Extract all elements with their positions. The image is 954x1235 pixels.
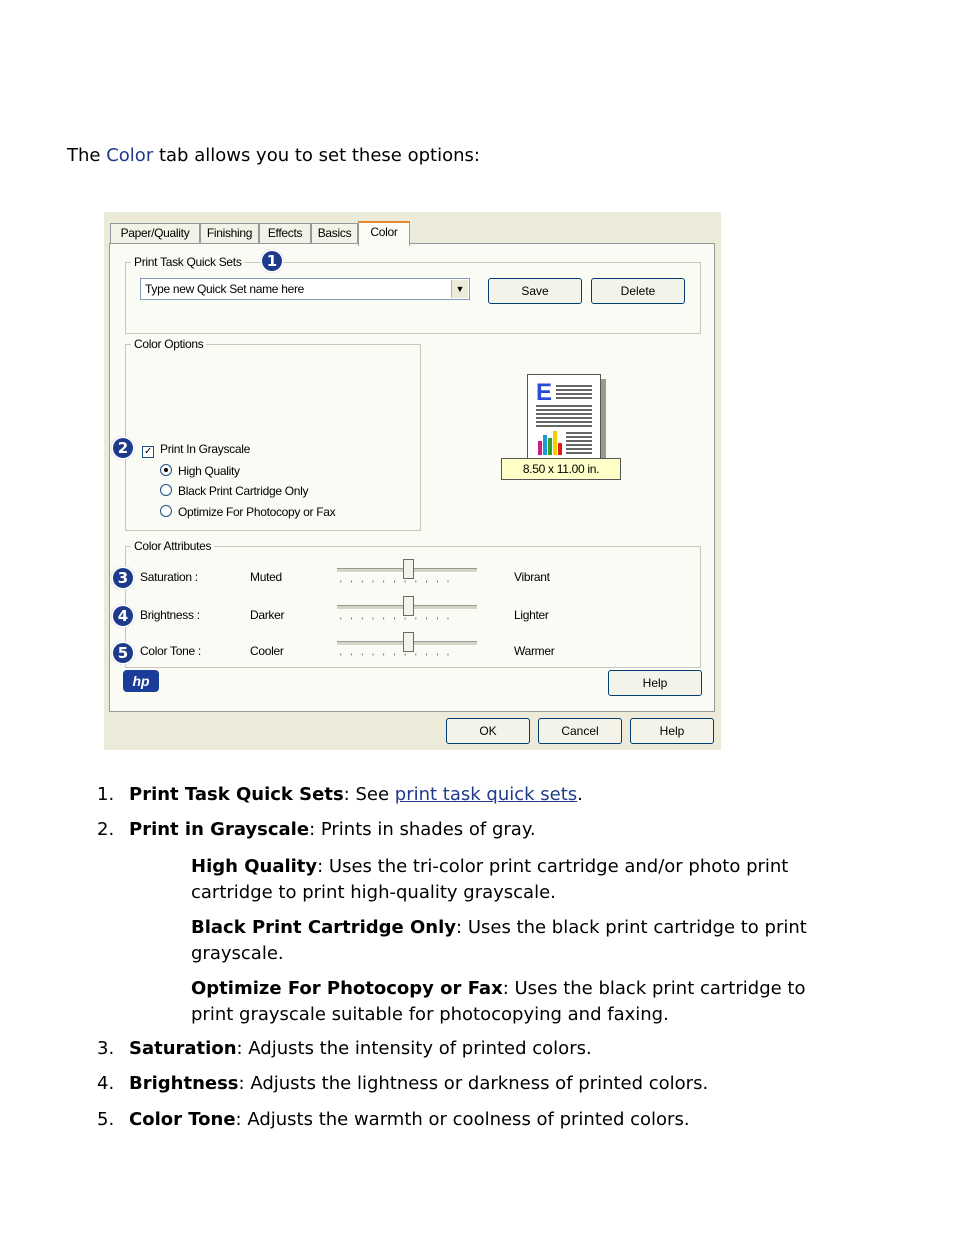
list-item [97, 782, 583, 808]
quick-sets-link[interactable]: print task quick sets [394, 784, 578, 805]
list-desc: : Prints in shades of gray. [309, 819, 536, 840]
sub-term: Optimize For Photocopy or Fax [191, 978, 503, 999]
list-term: Saturation [129, 1038, 237, 1059]
radio-icon[interactable] [160, 505, 172, 517]
list-desc: : Adjusts the lightness or darkness of printed colors. [238, 1073, 709, 1094]
badge-2: 2 [111, 436, 135, 460]
radio-label: High Quality [178, 464, 240, 478]
grayscale-label: Print In Grayscale [160, 442, 250, 456]
tab-paper-quality[interactable]: Paper/Quality [110, 223, 200, 243]
tab-effects[interactable]: Effects [259, 223, 311, 243]
list-term: Print in Grayscale [129, 819, 310, 840]
badge-3: 3 [111, 566, 135, 590]
brightness-high-label: Lighter [514, 608, 549, 622]
quick-set-name-combo[interactable] [140, 278, 470, 300]
save-button[interactable]: Save [488, 278, 582, 304]
sub-term: High Quality [191, 856, 318, 877]
radio-icon[interactable] [160, 464, 172, 476]
list-number: 4. [97, 1073, 115, 1094]
radio-label: Black Print Cartridge Only [178, 484, 309, 498]
list-item [97, 817, 536, 843]
quick-set-combo-value: Type new Quick Set name here [145, 282, 305, 296]
color-options-label: Color Options [131, 337, 206, 351]
list-item [97, 1107, 690, 1133]
hp-logo: hp [123, 670, 159, 692]
grayscale-checkbox-row[interactable] [142, 442, 250, 458]
help-button[interactable]: Help [608, 670, 702, 696]
list-item [97, 1036, 592, 1062]
brightness-label: Brightness : [140, 608, 200, 622]
badge-4: 4 [111, 604, 135, 628]
svg-text:E: E [536, 379, 553, 406]
list-desc: : Adjusts the intensity of printed colors. [236, 1038, 592, 1059]
intro-text [67, 145, 480, 166]
sub-item [191, 854, 851, 906]
radio-optimize-photocopy[interactable] [160, 505, 335, 519]
list-number: 1. [97, 784, 115, 805]
intro-after: tab allows you to set these options: [158, 145, 480, 166]
list-number: 5. [97, 1109, 115, 1130]
cancel-button[interactable]: Cancel [538, 718, 622, 744]
list-desc: : Adjusts the warmth or coolness of printed colors. [235, 1109, 690, 1130]
brightness-ticks: ''''''''''' [340, 616, 458, 626]
color-attributes-label: Color Attributes [131, 539, 214, 553]
sub-term: Black Print Cartridge Only [191, 917, 457, 938]
quick-sets-label: Print Task Quick Sets [131, 255, 245, 269]
tab-finishing[interactable]: Finishing [200, 223, 259, 243]
badge-1: 1 [260, 249, 284, 273]
paper-size-label: 8.50 x 11.00 in. [501, 458, 621, 480]
color-tone-slider-thumb[interactable] [403, 632, 414, 652]
radio-icon[interactable] [160, 484, 172, 496]
tab-color[interactable]: Color [358, 221, 410, 246]
intro-accent-color: Color [106, 145, 154, 166]
color-tab-panel [109, 243, 715, 712]
sub-desc: : Uses the tri-color print cartridge and/or photo print cartridge to print high-quality grayscale. [191, 856, 789, 903]
saturation-high-label: Vibrant [514, 570, 550, 584]
color-tone-ticks: ''''''''''' [340, 652, 458, 662]
color-tone-label: Color Tone : [140, 644, 201, 658]
sub-item [191, 976, 851, 1028]
sub-desc: : Uses the black print cartridge to print grayscale suitable for photocopying and faxing. [191, 978, 806, 1025]
color-tone-low-label: Cooler [250, 644, 284, 658]
tab-basics[interactable]: Basics [311, 223, 358, 243]
check-icon[interactable]: ✓ [143, 446, 153, 457]
sub-desc: : Uses the black print cartridge to print grayscale. [191, 917, 807, 964]
document-preview-icon [528, 375, 600, 467]
saturation-slider-thumb[interactable] [403, 559, 414, 579]
color-options-group [125, 344, 421, 531]
list-number: 2. [97, 819, 115, 840]
list-end: . [577, 784, 583, 805]
list-term: Print Task Quick Sets [129, 784, 344, 805]
delete-button[interactable]: Delete [591, 278, 685, 304]
brightness-slider-thumb[interactable] [403, 596, 414, 616]
radio-label: Optimize For Photocopy or Fax [178, 505, 336, 519]
badge-5: 5 [111, 641, 135, 665]
ok-button[interactable]: OK [446, 718, 530, 744]
chevron-down-icon[interactable]: ▼ [451, 280, 468, 298]
dialog-help-button[interactable]: Help [630, 718, 714, 744]
page-preview-icon [527, 374, 601, 468]
printer-properties-dialog-screenshot [104, 212, 721, 750]
saturation-ticks: ''''''''''' [340, 579, 458, 589]
list-number: 3. [97, 1038, 115, 1059]
saturation-low-label: Muted [250, 570, 282, 584]
radio-high-quality[interactable] [160, 464, 240, 478]
sub-item [191, 915, 851, 967]
list-term: Color Tone [129, 1109, 236, 1130]
brightness-low-label: Darker [250, 608, 285, 622]
list-item [97, 1071, 708, 1097]
radio-black-cartridge[interactable] [160, 484, 308, 498]
list-term: Brightness [129, 1073, 239, 1094]
color-tone-high-label: Warmer [514, 644, 555, 658]
intro-before: The [67, 145, 101, 166]
list-separator: : See [343, 784, 395, 805]
saturation-label: Saturation : [140, 570, 198, 584]
